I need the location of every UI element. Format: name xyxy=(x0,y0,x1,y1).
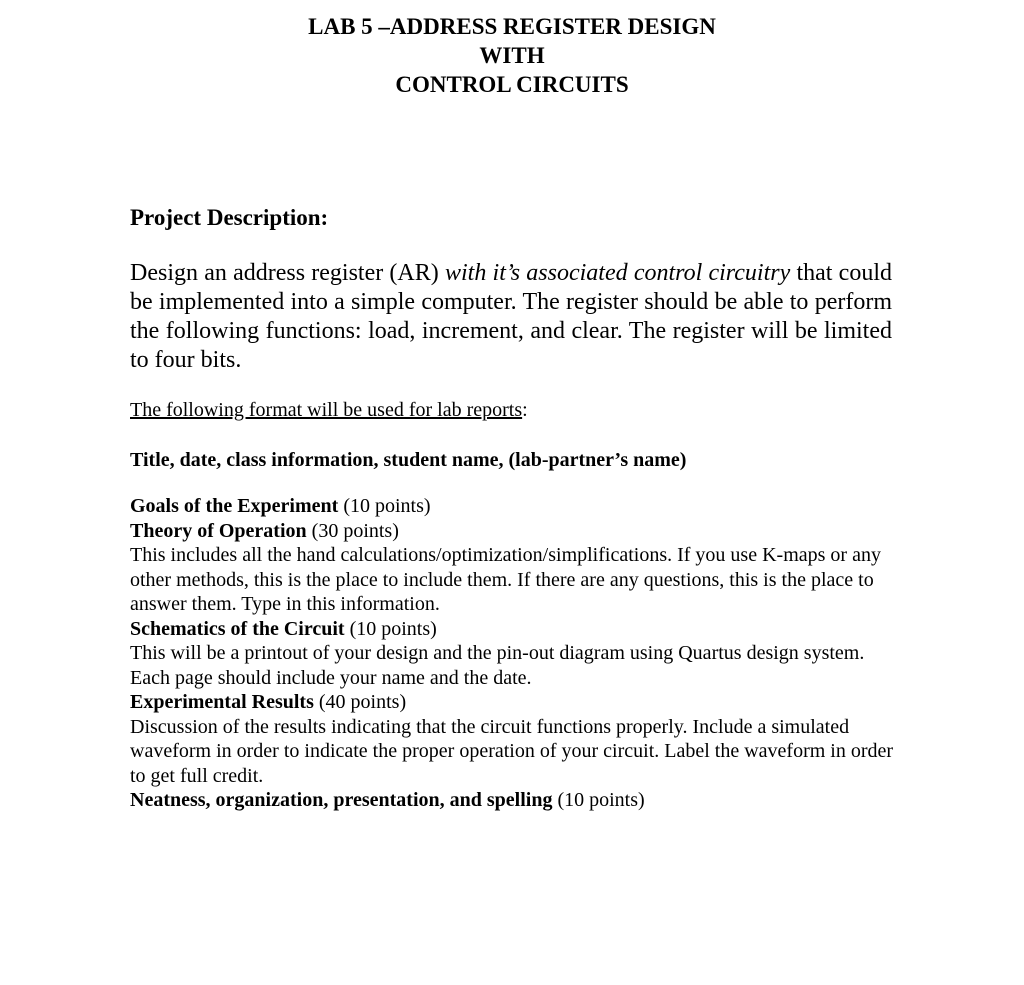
report-title-info: Title, date, class information, student name, (lab-partner’s name) xyxy=(130,449,687,471)
report-item-points: (10 points) xyxy=(338,495,431,517)
report-item-heading: Theory of Operation xyxy=(130,519,307,542)
description-text-start: Design an address register (AR) xyxy=(130,260,445,286)
document-title xyxy=(0,12,1024,99)
report-items-list xyxy=(130,494,900,813)
report-item-heading: Goals of the Experiment xyxy=(130,495,339,517)
report-format-intro xyxy=(130,397,528,423)
report-item-heading: Schematics of the Circuit xyxy=(130,617,345,640)
report-item-neatness xyxy=(130,788,900,813)
title-line-3: CONTROL CIRCUITS xyxy=(395,72,629,97)
report-item-theory xyxy=(130,519,900,544)
report-item-heading: Experimental Results xyxy=(130,691,314,713)
description-text-end: that could be implemented into a simple computer. The register should be able to perform the following functions: load, increment, and clear. The register will be limited to four bits. xyxy=(130,260,892,373)
title-line-2: WITH xyxy=(479,43,545,68)
report-item-points: (10 points) xyxy=(344,617,437,640)
report-format-colon: : xyxy=(522,399,528,421)
project-description-text xyxy=(130,259,892,375)
report-item-results-description: Discussion of the results indicating that the circuit functions properly. Include a simulated waveform in order to indicate the proper operation of your circuit. Label the waveform in order to get full credit. xyxy=(130,715,894,787)
report-item-points: (30 points) xyxy=(306,519,399,542)
report-format-underlined: The following format will be used for lab reports xyxy=(130,399,523,421)
title-line-1: LAB 5 –ADDRESS REGISTER DESIGN xyxy=(308,14,716,39)
report-item-results xyxy=(130,690,900,715)
report-item-points: (10 points) xyxy=(552,789,645,811)
report-item-schematics xyxy=(130,617,900,642)
project-description-heading: Project Description: xyxy=(130,205,329,230)
report-item-points: (40 points) xyxy=(313,691,407,713)
report-item-heading: Neatness, organization, presentation, and spelling xyxy=(130,789,553,811)
report-item-schematics-description: This will be a printout of your design and the pin-out diagram using Quartus design system. Each page should include your name and the date. xyxy=(130,642,865,689)
description-text-italic: with it’s associated control circuitry xyxy=(444,260,791,286)
report-item-goals xyxy=(130,494,900,519)
report-item-theory-description: This includes all the hand calculations/optimization/simplifications. If you use K-maps or any other methods, this is the place to include them. If there are any questions, this is the place to answer them. Type in this information. xyxy=(130,544,881,615)
